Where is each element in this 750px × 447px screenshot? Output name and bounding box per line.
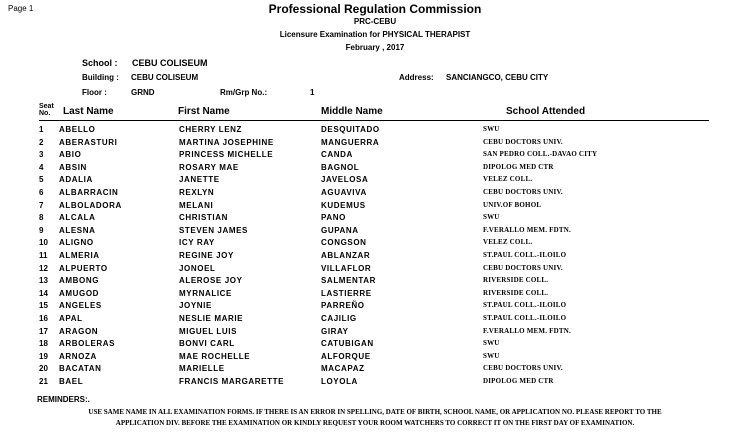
middle-name: JAVELOSA <box>321 175 369 185</box>
middle-name-column-header: Middle Name <box>321 106 383 117</box>
first-name: ROSARY MAE <box>179 162 239 172</box>
school-attended: CEBU DOCTORS UNIV. <box>483 263 563 272</box>
last-name: ARNOZA <box>59 351 97 361</box>
middle-name: VILLAFLOR <box>321 263 372 273</box>
table-row <box>0 138 750 150</box>
school-attended: ST.PAUL COLL.-ILOILO <box>483 301 567 310</box>
middle-name: MACAPAZ <box>321 364 365 374</box>
seat-number: 4 <box>39 162 44 172</box>
reminders-label: REMINDERS:. <box>37 395 90 404</box>
first-name: MARIELLE <box>179 364 225 374</box>
seat-number: 10 <box>39 238 48 248</box>
last-name: ANGELES <box>59 301 102 311</box>
commission-title: Professional Regulation Commission <box>268 2 482 16</box>
header-divider <box>39 120 709 121</box>
seat-number: 13 <box>39 276 48 286</box>
floor-value: GRND <box>131 88 155 97</box>
last-name: ALBARRACIN <box>59 188 119 197</box>
seat-number: 12 <box>39 263 48 273</box>
table-row <box>0 339 750 351</box>
middle-name: GUPANA <box>321 225 359 235</box>
first-name: ALEROSE JOY <box>179 276 243 286</box>
seat-header-line1: Seat <box>39 103 54 110</box>
last-name: ALCALA <box>59 213 96 223</box>
middle-name: AGUAVIVA <box>321 188 367 197</box>
room-label: Rm/Grp No.: <box>220 88 268 97</box>
seat-number: 15 <box>39 301 48 311</box>
reminder-note-line1: USE SAME NAME IN ALL EXAMINATION FORMS. IF THERE IS AN ERROR IN SPELLING, DATE OF BIRTH, SCHOOL NAME, OR APPLICATION NO. PLEASE REPORT TO THE <box>88 408 662 416</box>
building-value: CEBU COLISEUM <box>131 73 199 82</box>
school-attended: RIVERSIDE COLL. <box>483 288 549 297</box>
middle-name: DESQUITADO <box>321 125 380 134</box>
first-name: REGINE JOY <box>179 251 234 260</box>
last-name: ADALIA <box>59 175 93 185</box>
first-name: MIGUEL LUIS <box>179 326 238 336</box>
middle-name: BAGNOL <box>321 162 360 172</box>
table-row <box>0 264 750 276</box>
exam-date: February , 2017 <box>345 43 405 52</box>
middle-name: CANDA <box>321 150 353 160</box>
address-value: SANCIANGCO, CEBU CITY <box>446 73 549 82</box>
school-attended: CEBU DOCTORS UNIV. <box>483 364 563 373</box>
middle-name: CATUBIGAN <box>321 339 374 349</box>
table-row <box>0 276 750 288</box>
last-name: ALESNA <box>59 225 96 235</box>
school-attended: CEBU DOCTORS UNIV. <box>483 188 563 196</box>
school-attended: VELEZ COLL. <box>483 238 533 247</box>
table-row <box>0 213 750 225</box>
first-name: ICY RAY <box>179 238 215 248</box>
first-name: JOYNIE <box>179 301 212 311</box>
table-row <box>0 201 750 213</box>
school-attended: SAN PEDRO COLL.-DAVAO CITY <box>483 150 598 159</box>
middle-name: PARREÑO <box>321 301 365 311</box>
school-attended: F.VERALLO MEM. FDTN. <box>483 225 571 234</box>
table-row <box>0 175 750 187</box>
school-attended: ST.PAUL COLL.-ILOILO <box>483 251 567 259</box>
first-name: CHRISTIAN <box>179 213 228 223</box>
seat-number: 9 <box>39 225 44 235</box>
table-row <box>0 377 750 389</box>
middle-name: ALFORQUE <box>321 351 371 361</box>
table-row <box>0 251 750 263</box>
seat-number: 18 <box>39 339 48 349</box>
table-row <box>0 238 750 250</box>
last-name: ABIO <box>59 150 82 160</box>
seat-number: 20 <box>39 364 48 374</box>
seat-number: 16 <box>39 314 48 323</box>
table-row <box>0 188 750 200</box>
last-name: ABSIN <box>59 162 87 172</box>
seat-number: 3 <box>39 150 44 160</box>
seat-number: 11 <box>39 251 48 260</box>
first-name: FRANCIS MARGARETTE <box>179 377 285 386</box>
first-name: BONVI CARL <box>179 339 235 349</box>
first-name: JANETTE <box>179 175 220 185</box>
last-name: ALPUERTO <box>59 263 108 273</box>
seat-number: 1 <box>39 125 44 134</box>
building-label: Building : <box>82 73 119 82</box>
school-attended: UNIV.OF BOHOL <box>483 200 542 209</box>
middle-name: CAJILIG <box>321 314 357 323</box>
middle-name: LASTIERRE <box>321 288 372 298</box>
middle-name: PANO <box>321 213 346 223</box>
seat-header-line2: No. <box>39 110 51 117</box>
seat-number: 2 <box>39 137 44 147</box>
last-name: BACATAN <box>59 364 102 374</box>
first-name: MAE ROCHELLE <box>179 351 251 361</box>
reminder-note-line2: APPLICATION DIV. BEFORE THE EXAMINATION OR KINDLY REQUEST YOUR ROOM WATCHERS TO CORRECT IT ON THE FIRST DAY OF EXAMINATION. <box>115 419 635 427</box>
last-name-column-header: Last Name <box>63 106 114 117</box>
floor-label: Floor : <box>82 88 107 97</box>
seat-number: 14 <box>39 288 48 298</box>
middle-name: CONGSON <box>321 238 367 248</box>
school-attended: F.VERALLO MEM. FDTN. <box>483 326 571 335</box>
last-name: AMUGOD <box>59 288 100 298</box>
school-attended: DIPOLOG MED CTR <box>483 162 554 171</box>
first-name: MYRNALICE <box>179 288 232 298</box>
regional-office: PRC-CEBU <box>353 17 397 26</box>
first-name: JONOEL <box>179 263 216 273</box>
last-name: ALBOLADORA <box>59 200 122 210</box>
school-value: CEBU COLISEUM <box>132 58 208 68</box>
first-name: MELANI <box>179 200 214 210</box>
last-name: BAEL <box>59 377 84 386</box>
seat-column-header <box>39 103 54 117</box>
last-name: AMBONG <box>59 276 100 286</box>
school-attended: SWU <box>483 125 500 133</box>
middle-name: KUDEMUS <box>321 200 366 210</box>
last-name: ALIGNO <box>59 238 94 248</box>
middle-name: MANGUERRA <box>321 137 380 147</box>
school-attended: CEBU DOCTORS UNIV. <box>483 137 563 146</box>
last-name: ABERASTURI <box>59 137 118 147</box>
first-name: PRINCESS MICHELLE <box>179 150 274 160</box>
last-name: ABELLO <box>59 125 96 134</box>
address-label: Address: <box>399 73 434 82</box>
table-row <box>0 352 750 364</box>
school-attended: VELEZ COLL. <box>483 175 533 184</box>
table-row <box>0 125 750 137</box>
middle-name: SALMENTAR <box>321 276 377 286</box>
school-label: School : <box>82 58 118 68</box>
school-column-header: School Attended <box>506 106 586 117</box>
first-name: STEVEN JAMES <box>179 225 248 235</box>
school-attended: ST.PAUL COLL.-ILOILO <box>483 314 567 322</box>
seat-number: 21 <box>39 377 48 386</box>
seat-number: 8 <box>39 213 44 223</box>
table-row <box>0 301 750 313</box>
first-name: MARTINA JOSEPHINE <box>179 137 274 147</box>
seat-number: 7 <box>39 200 44 210</box>
exam-title: Licensure Examination for PHYSICAL THERAPIST <box>279 30 471 39</box>
table-row <box>0 364 750 376</box>
middle-name: GIRAY <box>321 326 349 336</box>
school-attended: SWU <box>483 213 500 222</box>
table-row <box>0 163 750 175</box>
room-value: 1 <box>310 88 315 97</box>
table-row <box>0 150 750 162</box>
seat-number: 5 <box>39 175 44 185</box>
first-name: REXLYN <box>179 188 215 197</box>
table-row <box>0 314 750 326</box>
seat-number: 17 <box>39 326 48 336</box>
table-row <box>0 226 750 238</box>
first-name: CHERRY LENZ <box>179 125 243 134</box>
school-attended: SWU <box>483 339 500 348</box>
table-row <box>0 327 750 339</box>
middle-name: LOYOLA <box>321 377 358 386</box>
last-name: APAL <box>59 314 83 323</box>
school-attended: RIVERSIDE COLL. <box>483 276 549 285</box>
first-name-column-header: First Name <box>178 106 230 117</box>
table-row <box>0 289 750 301</box>
school-attended: DIPOLOG MED CTR <box>483 377 554 385</box>
school-attended: SWU <box>483 351 500 360</box>
middle-name: ABLANZAR <box>321 251 371 260</box>
seat-number: 19 <box>39 351 48 361</box>
last-name: ALMERIA <box>59 251 100 260</box>
first-name: NESLIE MARIE <box>179 314 244 323</box>
last-name: ARBOLERAS <box>59 339 116 349</box>
seat-number: 6 <box>39 188 44 197</box>
last-name: ARAGON <box>59 326 99 336</box>
page-number: Page 1 <box>8 4 34 13</box>
